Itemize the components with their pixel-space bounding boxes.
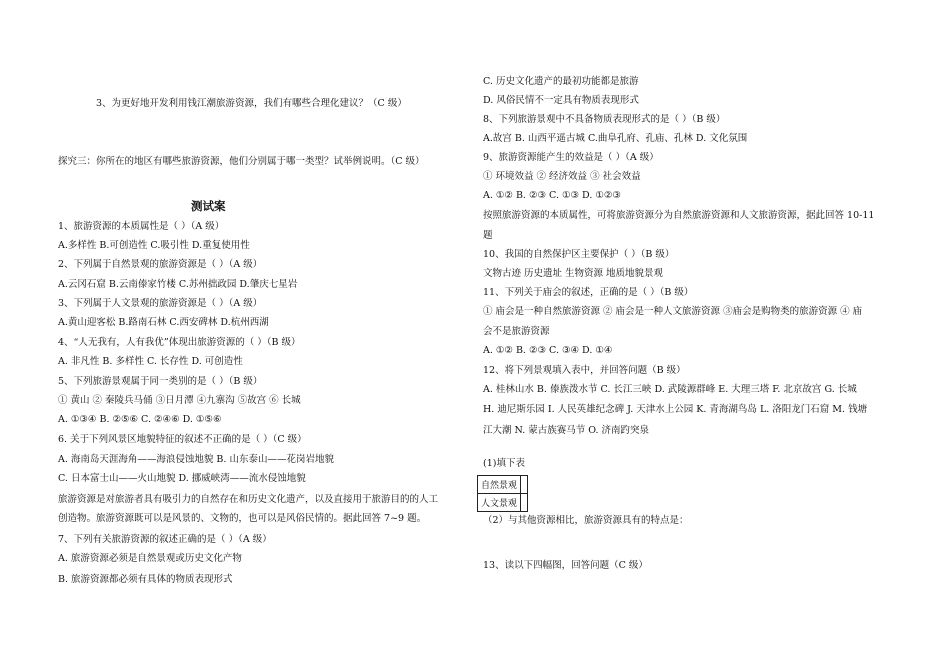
- test-line: 按照旅游资源的本质属性，可将旅游资源分为自然旅游资源和人文旅游资源，据此回答 10-11: [483, 210, 875, 221]
- test-line: A.多样性 B.可创造性 C.吸引性 D.重复使用性: [58, 240, 250, 251]
- test-line: B. 旅游资源都必须有具体的物质表现形式: [58, 574, 233, 585]
- test-line: 1、旅游资源的本质属性是（ ）（A 级）: [58, 221, 225, 232]
- test-line: 6. 关于下列风景区地貌特征的叙述不正确的是（ ）（C 级）: [58, 434, 307, 445]
- test-line: C. 历史文化遗产的最初功能都是旅游: [483, 76, 639, 87]
- test-line: C. 日本富士山——火山地貌 D. 挪威峡湾——流水侵蚀地貌: [58, 473, 306, 484]
- test-line: 文物古迹 历史遗址 生物资源 地质地貌景观: [483, 268, 664, 279]
- question-13: 13、读以下四幅图，回答问题（C 级）: [483, 560, 648, 571]
- table-row: [478, 494, 528, 512]
- fill-table-intro: (1)填下表: [483, 458, 525, 469]
- table-row-label: 自然景观: [478, 476, 521, 494]
- test-line: A. ①② B. ②③ C. ①③ D. ①②③: [483, 190, 621, 201]
- test-line: 5、下列旅游景观属于同一类别的是（ ）（B 级）: [58, 376, 263, 387]
- test-line: 4、“人无我有，人有我优”体现出旅游资源的（ ）（B 级）: [58, 337, 301, 348]
- test-line: 题: [483, 230, 493, 241]
- table-row-label: 人文景观: [478, 494, 521, 512]
- test-line: 江大潮 N. 蒙古族赛马节 O. 济南趵突泉: [483, 425, 650, 436]
- test-line: 7、下列有关旅游资源的叙述正确的是（ ）（A 级）: [58, 534, 272, 545]
- test-line: H. 迪尼斯乐园 I. 人民英雄纪念碑 J. 天津水上公园 K. 青海湖鸟岛 L. 洛阳龙门石窟 M. 钱塘: [483, 404, 868, 415]
- test-line: ① 庙会是一种自然旅游资源 ② 庙会是一种人文旅游资源 ③庙会是购物类的旅游资源 ④ 庙: [483, 306, 863, 317]
- test-line: 10、我国的自然保护区主要保护（ ）（B 级）: [483, 249, 675, 260]
- test-line: A. 旅游资源必须是自然景观或历史文化产物: [58, 553, 242, 564]
- test-line: 12、将下列景观填入表中，并回答问题（B 级）: [483, 365, 686, 376]
- table-row: [478, 476, 528, 494]
- test-line: 旅游资源是对旅游者具有吸引力的自然存在和历史文化遗产，以及直接用于旅游目的的人工: [58, 494, 439, 505]
- question-12-part-2: （2）与其他资源相比，旅游资源具有的特点是：: [483, 515, 689, 526]
- test-line: 会不是旅游资源: [483, 326, 550, 337]
- test-line: 创造物。旅游资源既可以是风景的、文物的，也可以是风俗民情的。据此回答 7~9 题。: [58, 513, 427, 524]
- explore-three: 探究三：你所在的地区有哪些旅游资源，他们分别属于哪一类型？试举例说明。（C 级）: [58, 156, 425, 167]
- test-line: ① 黄山 ② 秦陵兵马俑 ③日月潭 ④九寨沟 ⑤故宫 ⑥ 长城: [58, 395, 301, 406]
- question-3-explore: 3、为更好地开发利用钱江潮旅游资源，我们有哪些合理化建议？（C 级）: [96, 98, 407, 109]
- test-line: A.故宫 B. 山西平遥古城 C.曲阜孔府、孔庙、孔林 D. 文化氛围: [483, 133, 748, 144]
- test-line: 2、下列属于自然景观的旅游资源是（ ）（A 级）: [58, 259, 263, 270]
- test-line: A.云冈石窟 B.云南傣家竹楼 C.苏州拙政园 D.肇庆七星岩: [58, 279, 298, 290]
- table-answer-cell[interactable]: [521, 494, 528, 512]
- test-line: 9、旅游资源能产生的效益是（ ）（A 级）: [483, 152, 659, 163]
- test-line: A.黄山迎客松 B.路南石林 C.西安碑林 D.杭州西湖: [58, 317, 269, 328]
- test-line: 8、下列旅游景观中不具备物质表现形式的是（ ）（B 级）: [483, 114, 726, 125]
- table-answer-cell[interactable]: [521, 476, 528, 494]
- section-title: 测试案: [191, 199, 226, 213]
- test-line: 11、下列关于庙会的叙述，正确的是（ ）（B 级）: [483, 287, 694, 298]
- test-line: A. 非凡性 B. 多样性 C. 长存性 D. 可创造性: [58, 356, 243, 367]
- test-line: D. 风俗民情不一定具有物质表现形式: [483, 95, 639, 106]
- fill-table: [477, 475, 528, 512]
- test-line: A. ①② B. ②③ C. ③④ D. ①④: [483, 345, 613, 356]
- test-line: A. ①③④ B. ②⑤⑥ C. ②④⑥ D. ①⑤⑥: [58, 414, 222, 425]
- test-line: A. 桂林山水 B. 傣族泼水节 C. 长江三峡 D. 武陵源群峰 E. 大理三塔 F. 北京故宫 G. 长城: [483, 384, 857, 395]
- test-line: 3、下列属于人文景观的旅游资源是（ ）（A 级）: [58, 298, 263, 309]
- test-line: ① 环境效益 ② 经济效益 ③ 社会效益: [483, 171, 641, 182]
- test-line: A. 海南岛天涯海角——海浪侵蚀地貌 B. 山东泰山——花岗岩地貌: [58, 454, 334, 465]
